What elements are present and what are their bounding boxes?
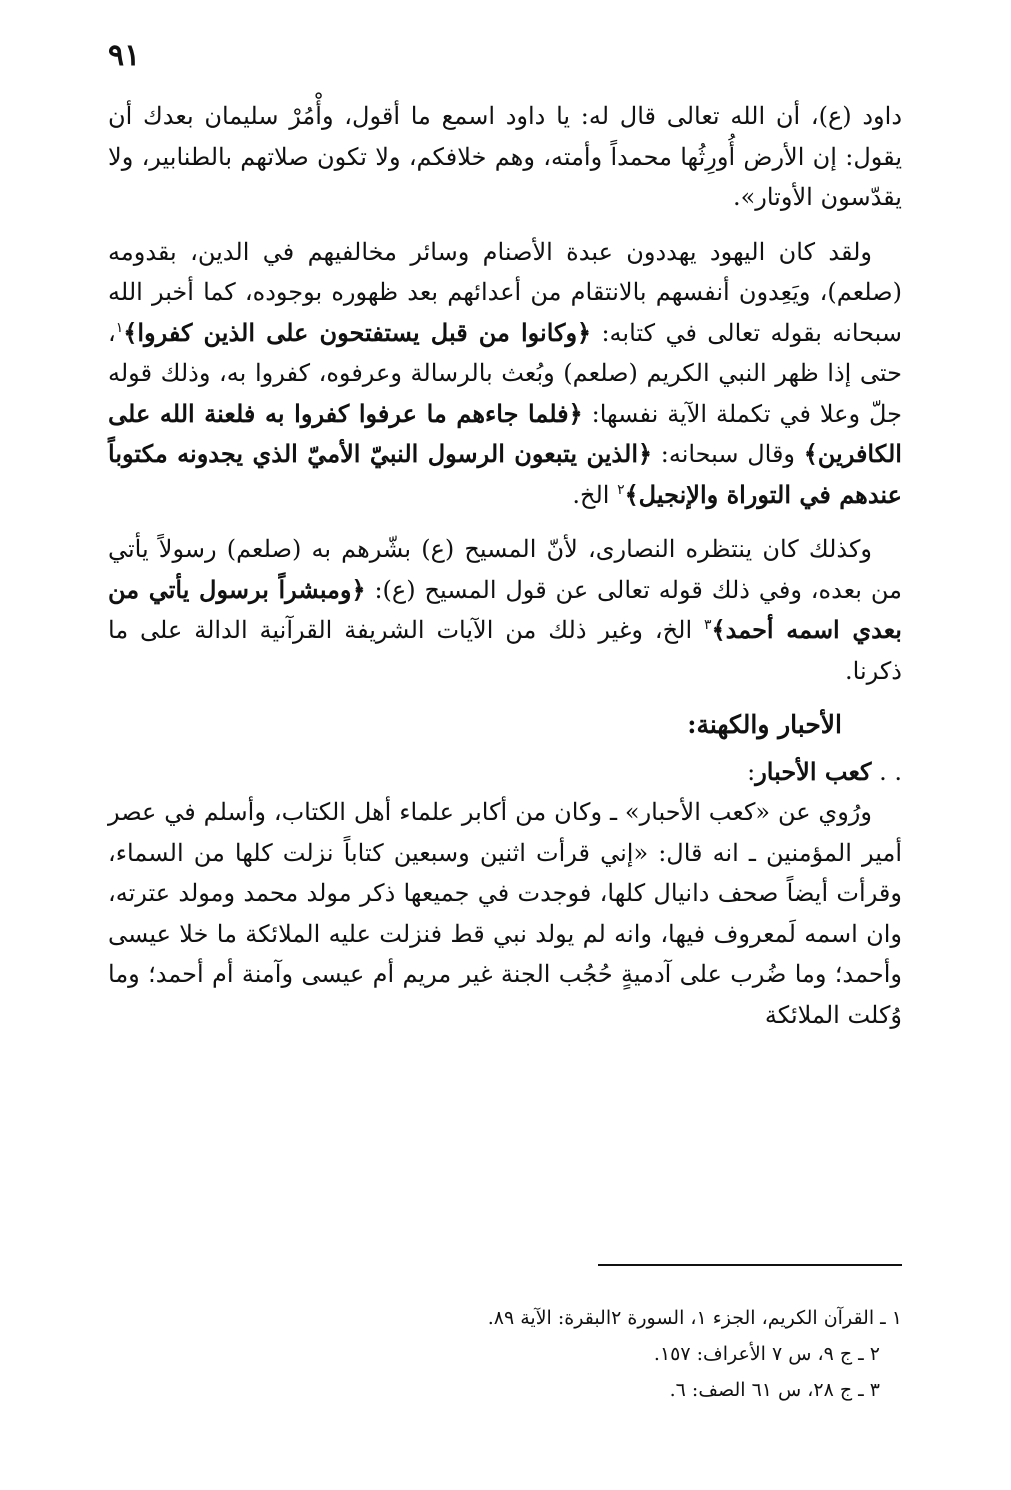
paragraph-jews-awaiting (108, 232, 902, 516)
paragraph-text: الخ. (572, 480, 610, 509)
section-heading: الأحبار والكهنة: (687, 710, 842, 739)
footnote-2: ٢ ـ ج ٩، س ٧ الأعراف: ١٥٧. (653, 1343, 880, 1365)
paragraph-text: وقال سبحانه: (660, 440, 796, 468)
footnote-ref: ٢ (617, 481, 625, 498)
footnote-ref: ٣ (704, 617, 712, 633)
subheading (108, 752, 902, 793)
footnote-1: ١ ـ القرآن الكريم، الجزء ١، السورة ٢البقرة: الآية ٨٩. (487, 1307, 902, 1329)
quran-quote: ﴿الذين يتبعون الرسول النبيّ الأميّ الذي يجدونه مكتوباً عندهم في التوراة والإنجيل﴾ (108, 439, 902, 509)
footnote-ref: ١ (115, 319, 124, 336)
paragraph-dawud: داود (ع)، أن الله تعالى قال له: يا داود اسمع ما أقول، وأْمُرْ سليمان بعدك أن يقول: إن الأرض أُورِثُها محمداً وأمته، وهم خلافكم، ولا تكون صلاتهم بالطنابير، ولا يقدّسون الأوتار». (108, 102, 903, 211)
paragraph-christians-awaiting (108, 529, 902, 691)
paragraph-text: وكذلك كان ينتظره النصارى، لأنّ المسيح (ع) بشّرهم به (صلعم) رسولاً يأتي من بعده، وفي ذلك قوله تعالى عن قول المسيح (ع): (108, 535, 902, 604)
quran-quote: ﴿فلما جاءهم ما عرفوا كفروا به فلعنة الله على الكافرين﴾ (108, 398, 902, 468)
body-text (108, 96, 902, 1049)
paragraph-text: الخ، وغير ذلك من الآيات الشريفة القرآنية الدالة على ما ذكرنا. (108, 616, 902, 685)
footnotes (200, 1300, 902, 1408)
footnote-3: ٣ ـ ج ٢٨، س ٦١ الصف: ٦. (669, 1379, 880, 1401)
paragraph-text: ، حتى إذا ظهر النبي الكريم (صلعم) وبُعث بالرسالة وعرفوه، كفروا به، وذلك قوله جلّ وعلا في تكملة الآية نفسها: (108, 318, 902, 428)
subheading-prefix: . . (879, 757, 902, 786)
quran-quote: ﴿ومبشراً برسول يأتي من بعدي اسمه أحمد﴾ (108, 574, 902, 644)
page-number: ٩١ (108, 38, 141, 73)
quran-quote: ﴿وكانوا من قبل يستفتحون على الذين كفروا﴾ (123, 317, 592, 347)
subheading-suffix: : (747, 757, 756, 786)
footnote-divider (598, 1264, 902, 1266)
paragraph-text: ولقد كان اليهود يهددون عبدة الأصنام وسائر مخالفيهم في الدين، بقدومه (صلعم)، ويَعِدون أنفسهم بالانتقام من أعدائهم بعد ظهوره بوجوده، كما أخبر الله سبحانه بقوله تعالى في كتابه: (108, 237, 902, 347)
subheading-title: كعب الأحبار (755, 756, 872, 786)
paragraph-kaab: ورُوي عن «كعب الأحبار» ـ وكان من أكابر علماء أهل الكتاب، وأسلم في عصر أمير المؤمنين ـ انه قال: «إني قرأت اثنين وسبعين كتاباً نزلت كلها من السماء، وقرأت أيضاً صحف دانيال كلها، فوجدت في جميعها ذكر مولد محمد ومولد عترته، وان اسمه لَمعروف فيها، وانه لم يولد نبي قط فنزلت عليه الملائكة ما خلا عيسى وأحمد؛ وما ضُرب على آدميةٍ حُجُب الجنة غير مريم أم عيسى وآمنة أم أحمد؛ وما وُكلت الملائكة (108, 798, 903, 1029)
